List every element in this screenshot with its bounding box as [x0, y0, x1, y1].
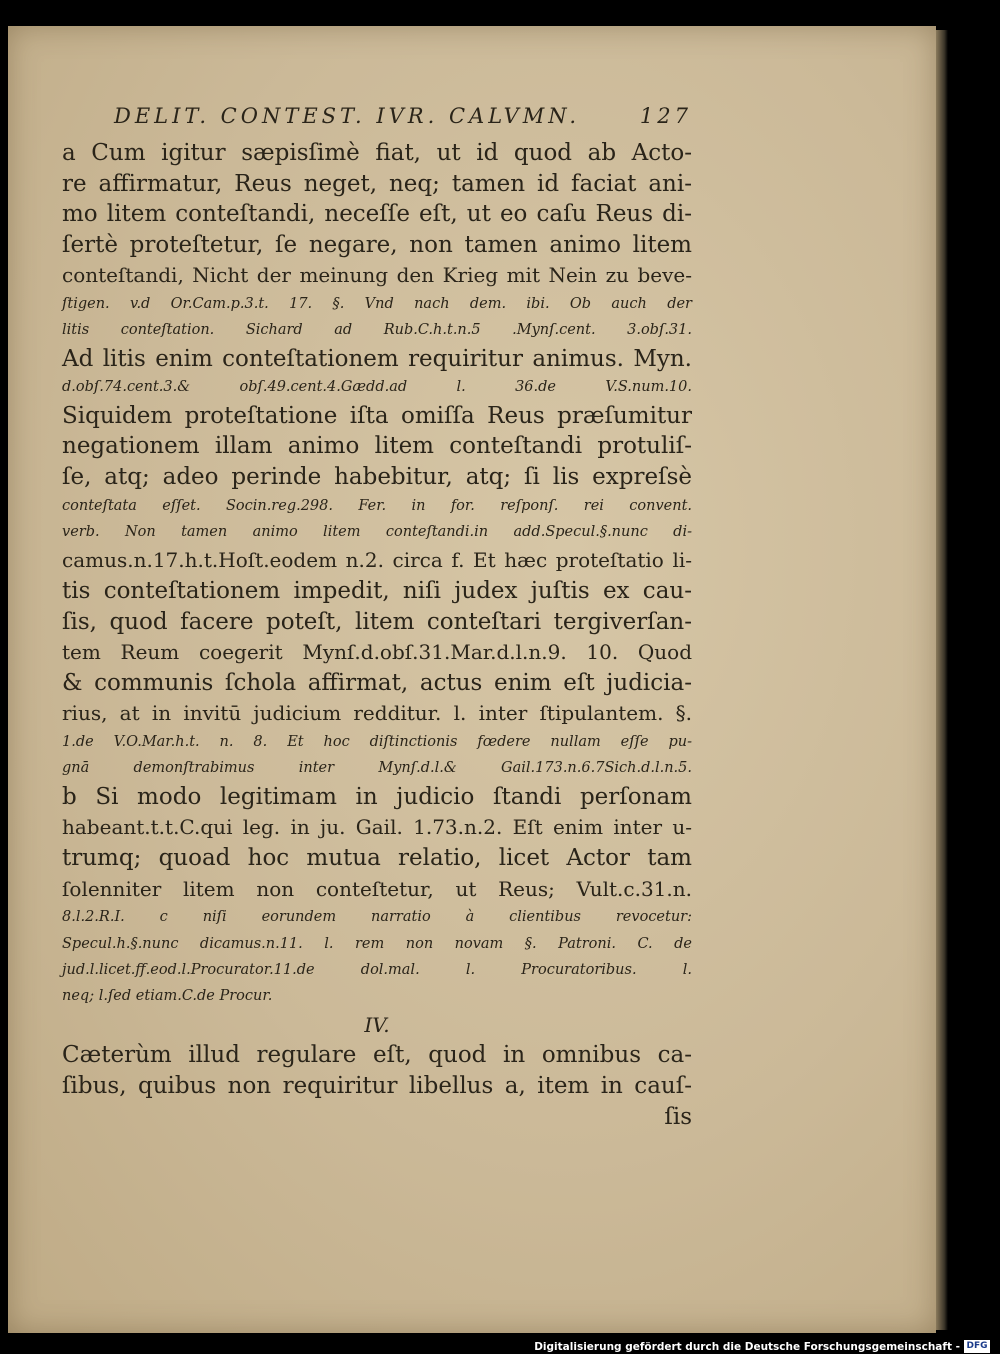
- text-line: ſibus, quibus non requiritur libellus a, item in cauſ-: [62, 1072, 692, 1099]
- text-line: ſertè proteſtetur, ſe negare, non tamen animo litem: [62, 231, 692, 258]
- text-line: jud.l.licet.ff.eod.l.Procurator.11.de dol.mal. l. Procuratoribus. l.: [62, 961, 692, 978]
- page-edge: [936, 30, 948, 1330]
- text-line: 1.de V.O.Mar.h.t. n. 8. Et hoc diſtinctionis fœdere nullam eſſe pu-: [62, 733, 692, 750]
- text-line: trumq; quoad hoc mutua relatio, licet Actor tam: [62, 844, 692, 871]
- text-line: tem Reum coegerit Mynſ.d.obſ.31.Mar.d.l.n.9. 10. Quod: [62, 640, 692, 665]
- text-line: ſtigen. v.d Or.Cam.p.3.t. 17. §. Vnd nach dem. ibi. Ob auch der: [62, 295, 692, 312]
- running-head: [62, 104, 692, 138]
- text-line: ſolenniter litem non conteſtetur, ut Reus; Vult.c.31.n.: [62, 876, 692, 901]
- text-line: tis conteſtationem impedit, niſi judex juſtis ex cau-: [62, 577, 692, 604]
- text-line: gnā demonſtrabimus inter Mynſ.d.l.& Gail.173.n.6.7Sich.d.l.n.5.: [62, 760, 692, 777]
- text-line: conteſtata eſſet. Socin.reg.298. Fer. in for. reſponſ. rei convent.: [62, 497, 692, 514]
- text-line: & communis ſchola affirmat, actus enim eſt judicia-: [62, 669, 692, 696]
- text-line: Specul.h.§.nunc dicamus.n.11. l. rem non novam §. Patroni. C. de: [62, 935, 692, 952]
- text-line: camus.n.17.h.t.Hoſt.eodem n.2. circa f. Et hæc proteſtatio li-: [62, 548, 692, 573]
- text-line: mo litem conteſtandi, neceſſe eſt, ut eo caſu Reus di-: [62, 201, 692, 228]
- text-line: d.obſ.74.cent.3.& obſ.49.cent.4.Gædd.ad l. 36.de V.S.num.10.: [62, 379, 692, 396]
- text-line: Ad litis enim conteſtationem requiritur animus. Myn.: [62, 345, 692, 372]
- dfg-logo-icon: DFG: [964, 1340, 990, 1353]
- catchword: ſis: [664, 1103, 692, 1130]
- digitization-credit: Digitalisierung gefördert durch die Deutsche Forschungsgemeinschaft -: [534, 1341, 960, 1353]
- text-line: Cæterùm illud regulare eſt, quod in omnibus ca-: [62, 1042, 692, 1069]
- text-line: 8.l.2.R.I. c niſi eorundem narratio à clientibus revocetur:: [62, 909, 692, 926]
- text-line: ſis, quod facere poteſt, litem conteſtari tergiverſan-: [62, 608, 692, 635]
- text-line: ſe, atq; adeo perinde habebitur, atq; ſi lis expreſsè: [62, 463, 692, 490]
- text-line: conteſtandi, Nicht der meinung den Krieg mit Nein zu beve-: [62, 263, 692, 288]
- text-line: habeant.t.t.C.qui leg. in ju. Gail. 1.73.n.2. Eſt enim inter u-: [62, 815, 692, 840]
- text-line: re affirmatur, Reus neget, neq; tamen id faciat ani-: [62, 170, 692, 197]
- page-text: [62, 104, 692, 1132]
- text-line: neq; l.ſed etiam.C.de Procur.: [62, 988, 273, 1005]
- text-line: a Cum igitur sæpisſimè fiat, ut id quod ab Acto-: [62, 140, 692, 166]
- footer-bar: [0, 1340, 1000, 1354]
- text-line: Siquidem proteſtatione iſta omiſſa Reus præſumitur: [62, 402, 692, 429]
- text-line: negationem illam animo litem conteſtandi protuliſ-: [62, 433, 692, 460]
- running-head-title: DELIT. CONTEST. IVR. CALVMN.: [114, 104, 581, 128]
- section-heading: IV.: [364, 1012, 390, 1037]
- text-line: verb. Non tamen animo litem conteſtandi.in add.Specul.§.nunc di-: [62, 523, 692, 540]
- text-line: litis conteſtation. Sichard ad Rub.C.h.t.n.5 .Mynſ.cent. 3.obſ.31.: [62, 322, 692, 339]
- text-line: b Si modo legitimam in judicio ſtandi perſonam: [62, 783, 692, 810]
- page-number: 127: [639, 104, 692, 128]
- text-line: rius, at in invitū judicium redditur. l. inter ſtipulantem. §.: [62, 701, 692, 726]
